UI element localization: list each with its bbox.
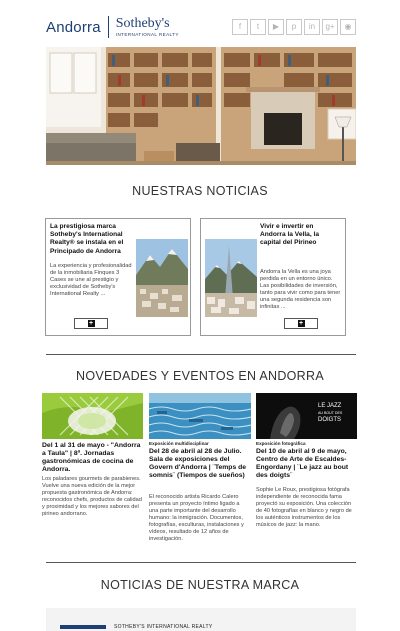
events-section-title: NOVEDADES Y EVENTOS EN ANDORRA bbox=[76, 369, 324, 383]
twitter-icon[interactable]: t bbox=[250, 19, 266, 35]
news-card-image-mountains[interactable] bbox=[136, 239, 188, 317]
event-description: Sophie Le Roux, prestigiosa fotógrafa independiente de reconocida fama proyectó su exposición. Una colección de 40 fotografías en blanco y negro de los auténticos instrumentos de los músicos de jazz: la mano. bbox=[256, 487, 352, 528]
event-category: Exposición multidisciplinar bbox=[149, 441, 209, 446]
poster-title-line2: AU BOUT DES bbox=[318, 411, 343, 415]
hero-image[interactable] bbox=[46, 47, 356, 165]
logo-sothebys-block bbox=[116, 17, 179, 38]
event-image-jazz-poster[interactable] bbox=[256, 393, 357, 439]
section-divider bbox=[46, 562, 356, 563]
event-image-gastronomy[interactable] bbox=[42, 393, 143, 439]
poster-title-line1: LE JAZZ bbox=[318, 403, 342, 409]
section-divider bbox=[46, 354, 356, 355]
social-icons bbox=[232, 19, 356, 35]
logo-divider bbox=[108, 16, 109, 38]
news-card-title[interactable]: Vivir e invertir en Andorra la Vella, la capital del Pirineo bbox=[260, 223, 320, 247]
poster-title-line3: DOIGTS bbox=[318, 417, 342, 423]
news-section-title: NUESTRAS NOTICIAS bbox=[132, 184, 268, 198]
news-card-text: La experiencia y profesionalidad de la inmobiliaria Finques 3 Cases se une al prestigio y exclusividad de Sotheby's International Realty ... bbox=[50, 263, 132, 298]
event-description: Los paladares gourmets de parabienes. Vuelve una nueva edición de la mejor propuesta gastronómica de Andorra: reconocidos chefs, productos de calidad y proximidad y los mejores sabores del pirineo andorrano. bbox=[42, 476, 142, 517]
google-plus-icon[interactable]: g+ bbox=[322, 19, 338, 35]
event-description: El reconocido artista Ricardo Calero presenta un proyecto íntimo ligado a una parte importante del desarrollo humano: la inmigración. Documentos, fotografías, esculturas, instalaciones y vídeos, resultado de 12 años de investigación. bbox=[149, 494, 244, 542]
event-image-exhibition-sea[interactable] bbox=[149, 393, 251, 439]
linkedin-icon[interactable]: in bbox=[304, 19, 320, 35]
rss-icon[interactable]: ◉ bbox=[340, 19, 356, 35]
logo-andorra-text: Andorra bbox=[46, 18, 101, 36]
event-category: Exposición fotográfica bbox=[256, 441, 306, 446]
pinterest-icon[interactable]: p bbox=[286, 19, 302, 35]
logo-international-realty-text: INTERNATIONAL REALTY bbox=[115, 31, 179, 37]
youtube-icon[interactable]: ▶ bbox=[268, 19, 284, 35]
read-more-button[interactable] bbox=[284, 318, 318, 329]
header bbox=[46, 14, 356, 40]
plus-icon: + bbox=[88, 320, 94, 327]
plus-icon: + bbox=[298, 320, 304, 327]
event-title[interactable]: Del 28 de abril al 28 de Julio. Sala de exposiciones del Govern d'Andorra | ¨Temps de somnis¨ (Tiempos de sueños) bbox=[149, 448, 247, 479]
facebook-icon[interactable]: f bbox=[232, 19, 248, 35]
brand-news-image[interactable] bbox=[60, 625, 106, 629]
news-card[interactable] bbox=[200, 218, 346, 336]
brand-section-title: NOTICIAS DE NUESTRA MARCA bbox=[100, 578, 300, 592]
news-card-image-city[interactable] bbox=[205, 239, 257, 317]
news-card-text: Andorra la Vella es una joya perdida en un entorno único. Las posibilidades de inversión, tanto para vivir como para tener una segunda residencia son infinitas ... bbox=[260, 269, 341, 311]
news-card-title[interactable]: La prestigiosa marca Sotheby's International Realty® se instala en el Principado de Andorra bbox=[50, 223, 124, 255]
news-card[interactable] bbox=[45, 218, 191, 336]
brand-logo[interactable] bbox=[46, 14, 179, 40]
event-title[interactable]: Del 1 al 31 de mayo - "Andorra a Taula" | 8ª. Jornadas gastronómicas de cocina de Andorra. bbox=[42, 442, 141, 473]
read-more-button[interactable] bbox=[74, 318, 108, 329]
event-title[interactable]: Del 10 de abril al 9 de mayo, Centro de Arte de Escaldes-Engordany | ¨Le jazz au bout des doigts¨ bbox=[256, 448, 349, 479]
logo-sothebys-text: Sotheby's bbox=[115, 15, 170, 31]
brand-news-label[interactable]: SOTHEBY'S INTERNATIONAL REALTY bbox=[114, 624, 213, 630]
